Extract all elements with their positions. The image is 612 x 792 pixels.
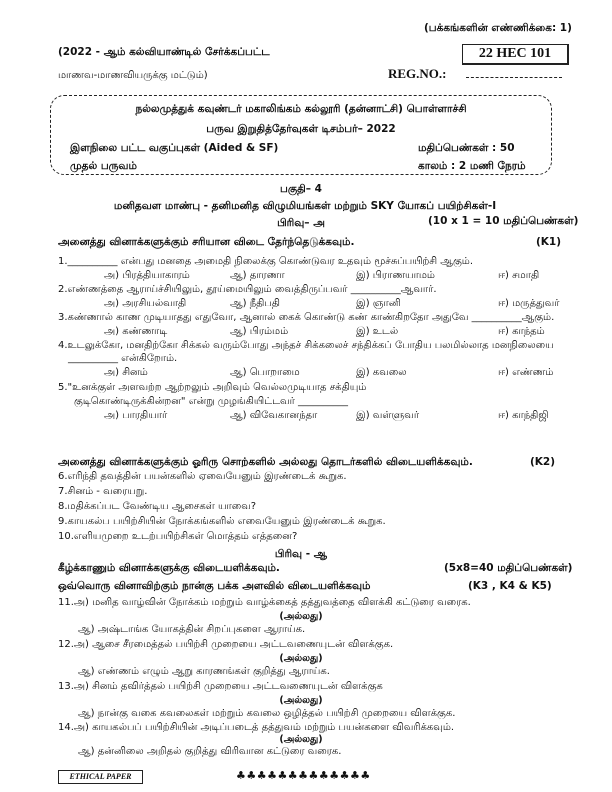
program: இளநிலை பட்ட வகுப்புகள் (Aided & SF) [70, 142, 279, 154]
section-a-level: (K1) [536, 236, 562, 248]
mcq-question: 3.கண்ணால் காண முடியாதது எதுவோ, ஆனால் கைக் கொண்டு கண் காண்கிறதோ அதுவே __________ஆகும். [58, 312, 555, 323]
mcq-question: 5."உனக்குள் அளவற்ற ஆற்றலும் அறிவும் வெல்லமுடியாத சக்தியும் [58, 382, 367, 393]
reg-no-label: REG.NO.: [388, 66, 447, 81]
semester: முதல் பருவம் [70, 160, 137, 172]
subject-title: மனிதவள மாண்பு - தனிமனித விழுமியங்கள் மற்றும் SKY யோகப் பயிற்சிகள்-I [113, 200, 497, 212]
or-separator: (அல்லது) [279, 611, 323, 622]
mcq-option: அ) அரசியல்வாதி [104, 298, 187, 309]
mcq-option: அ) பிரத்தியாகாரம் [104, 270, 190, 281]
mcq-option: இ) வள்ளுவர் [356, 410, 420, 421]
or-separator: (அல்லது) [279, 734, 323, 745]
section-b-instruction: கீழ்க்காணும் வினாக்களுக்கு விடையளிக்கவும். [58, 562, 280, 574]
page-count: (பக்கங்களின் எண்ணிக்கை: 1) [424, 22, 572, 34]
mcq-option: ஈ) காந்திஜி [498, 410, 549, 421]
mcq-option: இ) பிராணயாமம் [356, 270, 435, 281]
mcq-option: ஆ) பொறாமை [230, 367, 300, 378]
mcq-option: ஆ) பிரம்மம் [230, 326, 289, 337]
mcq-option: ஆ) நீதிபதி [230, 298, 280, 309]
long-question-b: ஆ) தன்னிலை அறிதல் குறித்து விரிவான கட்டுரை வரைக. [78, 746, 342, 757]
long-question-a: 12.அ) ஆசை சீரமைத்தல் பயிற்சி முறையை அட்டவணையுடன் விளக்குக. [58, 639, 394, 650]
short-answer-instruction: அனைத்து வினாக்களுக்கும் ஓரிரு சொற்களில் அல்லது தொடர்களில் விடையளிக்கவும். [58, 456, 473, 468]
section-a-instruction: அனைத்து வினாக்களுக்கும் சரியான விடை தேர்ந்தெடுக்கவும். [58, 236, 355, 248]
short-answer-level: (K2) [530, 456, 556, 468]
mcq-option: அ) பாரதியார் [104, 410, 168, 421]
long-question-b: ஆ) எண்ணம் எழும் ஆறு காரணங்கள் குறித்து ஆராய்க. [78, 666, 330, 677]
max-marks: மதிப்பெண்கள் : 50 [418, 142, 515, 154]
batch-line-2: மாணவ-மாணவியருக்கு மட்டும்) [58, 70, 208, 81]
short-question: 9.காயகல்ப பயிற்சியின் நோக்கங்களில் எவையேனும் இரண்டைக் கூறுக. [58, 516, 386, 527]
footer-paper-tag: ETHICAL PAPER [58, 770, 143, 784]
part-title: பகுதி– 4 [280, 183, 322, 195]
short-question: 7.சினம் - வரையறு. [58, 486, 148, 497]
mcq-option: இ) ஞானி [356, 298, 401, 309]
course-code: 22 HEC 101 [462, 44, 569, 65]
section-b-marks: (5x8=40 மதிப்பெண்கள்) [444, 562, 573, 574]
or-separator: (அல்லது) [279, 695, 323, 706]
mcq-option: இ) உடல் [356, 326, 399, 337]
long-question-a: 11.அ) மனித வாழ்வின் நோக்கம் மற்றும் வாழ்க்கைத் தத்துவத்தை விளக்கி கட்டுரை வரைக. [58, 597, 471, 608]
mcq-option: இ) கவலை [356, 367, 407, 378]
long-question-b: ஆ) அஷ்டாங்க யோகத்தின் சிறப்புகளை ஆராய்க. [78, 624, 306, 635]
mcq-question: 2.எண்ணத்தை ஆராய்ச்சியிலும், தூய்மையிலும் வைத்திருப்பவர் __________ஆவார். [58, 284, 437, 295]
short-question: 8.மதிக்கப்பட வேண்டிய ஆசைகள் யாவை? [58, 501, 257, 512]
mcq-question-cont: குடிகொண்டிருக்கின்றன" என்று முழங்கியிட்டவர் __________ [74, 396, 349, 407]
short-question: 10.எளியமுறை உடற்பயிற்சிகள் மொத்தம் எத்தனை? [58, 531, 298, 542]
batch-line-1: (2022 - ஆம் கல்வியாண்டில் சேர்க்கப்பட்ட [58, 46, 270, 58]
section-b-level: (K3 , K4 & K5) [468, 580, 552, 592]
long-question-a: 13.அ) சினம் தவிர்த்தல் பயிற்சி முறையை அட்டவணையுடன் விளக்குக [58, 681, 383, 692]
mcq-option: ஆ) விவேகானந்தா [230, 410, 318, 421]
exam-title: பருவ இறுதித்தேர்வுகள் டிசம்பர்– 2022 [206, 123, 396, 135]
mcq-option: ஈ) மருத்துவர் [498, 298, 560, 309]
college-name: நல்லமுத்துக் கவுண்டர் மகாலிங்கம் கல்லூரி (தன்னாட்சி) பொள்ளாச்சி [135, 103, 467, 115]
mcq-option: ஈ) சமாதி [498, 270, 540, 281]
section-a-marks: (10 x 1 = 10 மதிப்பெண்கள்) [428, 215, 579, 227]
short-question: 6.எரிந்தி தவத்தின் பயன்களில் ஏவையேனும் இரண்டைக் கூறுக. [58, 471, 347, 482]
mcq-question-cont: __________ என்கிறோம். [68, 353, 178, 364]
section-a-title: பிரிவு– அ [277, 217, 325, 229]
section-b-instruction-2: ஒவ்வொரு வினாவிற்கும் நான்கு பக்க அளவில் விடையளிக்கவும் [58, 580, 371, 592]
long-question-a: 14.அ) காயகல்பப் பயிற்சியின் அடிப்படைத் தத்துவம் மற்றும் பயன்களை விவரிக்கவும். [58, 722, 455, 733]
section-b-title: பிரிவு - ஆ [274, 548, 328, 560]
mcq-option: அ) கண்ணாடி [104, 326, 168, 337]
mcq-option: ஆ) தாரணா [230, 270, 285, 281]
duration: காலம் : 2 மணி நேரம் [418, 160, 526, 172]
long-question-b: ஆ) நான்கு வகை கவலைகள் மற்றும் கவலை ஒழித்தல் பயிற்சி முறையை விளக்குக. [78, 708, 456, 719]
reg-no-line [466, 77, 562, 78]
mcq-option: ஈ) காந்தம் [498, 326, 545, 337]
mcq-option: அ) சினம் [104, 367, 148, 378]
mcq-option: ஈ) எண்ணம் [498, 367, 554, 378]
or-separator: (அல்லது) [279, 653, 323, 664]
mcq-question: 1.__________ என்பது மனதை அமைதி நிலைக்கு கொண்டுவர உதவும் மூச்சுப்பயிற்சி ஆகும். [58, 256, 474, 267]
footer-ornament: ♣♣♣♣♣♣♣♣♣♣♣♣♣ [236, 769, 371, 782]
mcq-question: 4.உடலுக்கோ, மனதிற்கோ சிக்கல் வரும்போது அந்தச் சிக்கலைச் சந்திக்கப் போதிய பலமில்லாத மனநிலையை [58, 340, 554, 351]
